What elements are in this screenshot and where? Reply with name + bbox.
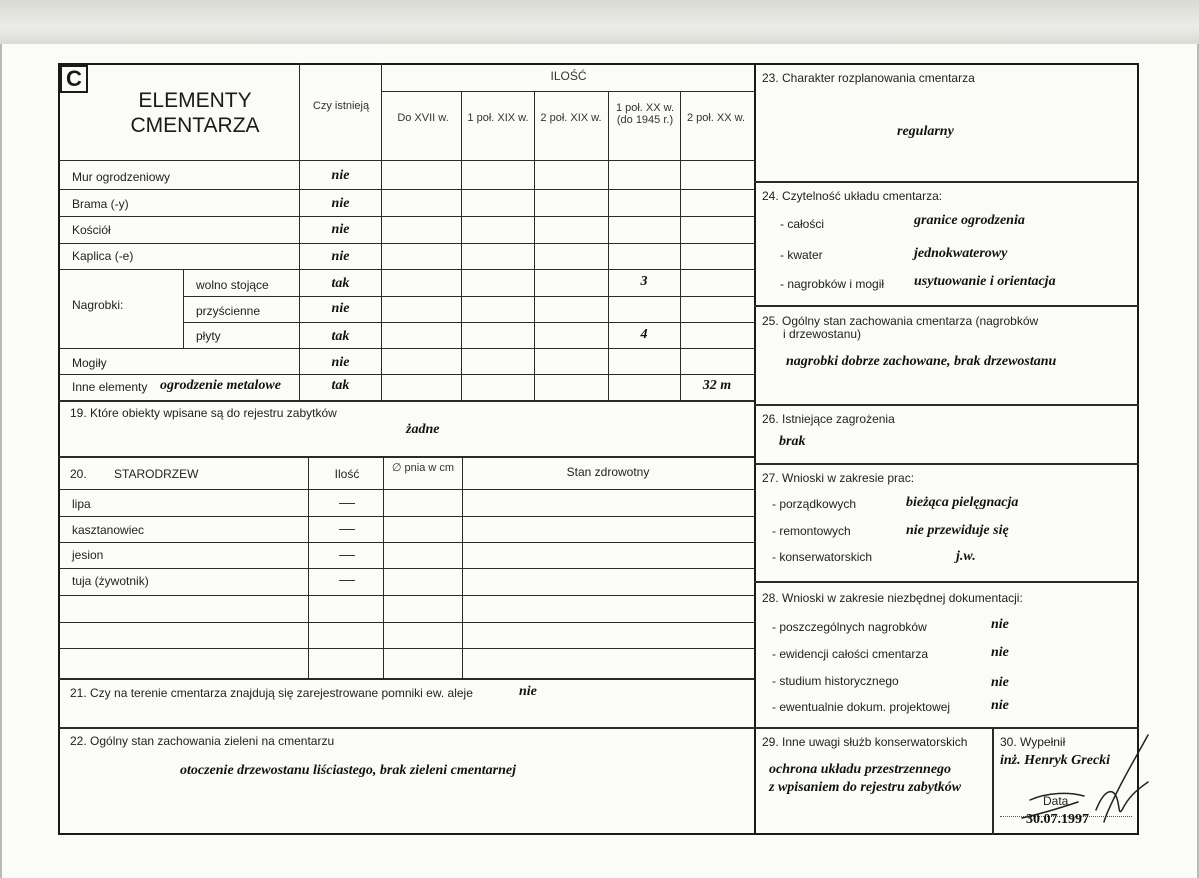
q24-item-label: - nagrobków i mogił xyxy=(780,277,885,291)
q24-label: 24. Czytelność układu cmentarza: xyxy=(762,189,943,203)
q26-answer: brak xyxy=(779,434,806,449)
q27-item-label: - remontowych xyxy=(772,524,851,538)
q30-name: inż. Henryk Grecki xyxy=(1000,753,1111,768)
row-label: Mur ogrodzeniowy xyxy=(72,170,171,184)
q28-item-label: - studium historycznego xyxy=(772,674,899,688)
q28-item-label: - ewentualnie dokum. projektowej xyxy=(772,700,951,714)
exists-answer: nie xyxy=(331,301,350,316)
q23-label: 23. Charakter rozplanowania cmentarza xyxy=(762,71,975,85)
q20-title: STARODRZEW xyxy=(114,467,199,481)
q21-label: 21. Czy na terenie cmentarza znajdują się zarejestrowane pomniki ew. aleje xyxy=(70,686,473,700)
elements-title-line2: CMENTARZA xyxy=(130,114,260,137)
quantity-value: 4 xyxy=(640,327,648,342)
exists-answer: nie xyxy=(331,168,350,183)
empty-dash xyxy=(339,555,355,556)
quantity-value: 32 m xyxy=(702,378,732,393)
q28-label: 28. Wnioski w zakresie niezbędnej dokumentacji: xyxy=(762,591,1023,605)
grid-line xyxy=(183,322,756,323)
elements-title xyxy=(105,88,285,138)
q30-label: 30. Wypełnił xyxy=(1000,735,1066,749)
q20-col-health: Stan zdrowotny xyxy=(566,465,650,479)
grid-line xyxy=(381,91,754,92)
exists-answer: nie xyxy=(331,196,350,211)
row-label: Kaplica (-e) xyxy=(72,249,134,263)
row-label: Brama (-y) xyxy=(72,197,129,211)
q22-answer: otoczenie drzewostanu liściastego, brak zieleni cmentarnej xyxy=(180,763,517,778)
grid-line xyxy=(58,542,756,543)
section-divider xyxy=(754,463,1139,465)
q25-label-cont: i drzewostanu) xyxy=(783,327,862,341)
section-divider xyxy=(58,400,756,402)
col-exists-header: Czy istnieją xyxy=(312,100,370,112)
section-divider xyxy=(754,305,1139,307)
section-divider xyxy=(58,678,756,680)
grid-line xyxy=(58,595,756,596)
section-divider xyxy=(754,727,1139,729)
period-header: 1 poł. XIX w. xyxy=(467,112,529,124)
q20-number: 20. xyxy=(70,467,87,481)
grid-line xyxy=(58,348,756,349)
grid-line xyxy=(680,91,681,400)
elements-title-line1: ELEMENTY xyxy=(138,89,252,112)
exists-answer: tak xyxy=(331,276,350,291)
period-header: 1 poł. XX w. (do 1945 r.) xyxy=(615,102,675,126)
tree-name: tuja (żywotnik) xyxy=(72,574,149,588)
q24-item-answer: jednokwaterowy xyxy=(914,246,1008,261)
q24-item-answer: granice ogrodzenia xyxy=(914,213,1025,228)
grid-line xyxy=(58,269,756,270)
grid-line xyxy=(534,91,535,400)
grid-line xyxy=(381,63,382,400)
empty-dash xyxy=(339,580,355,581)
grid-line xyxy=(58,160,756,161)
section-divider xyxy=(58,727,756,729)
right-panel-frame xyxy=(754,63,1139,835)
quantity-value: 3 xyxy=(640,274,648,289)
q28-item-answer: nie xyxy=(991,698,1009,713)
grid-line xyxy=(58,489,756,490)
tree-name: lipa xyxy=(72,497,91,511)
grid-line xyxy=(58,648,756,649)
exists-answer: nie xyxy=(331,249,350,264)
row-label: Kościół xyxy=(72,223,111,237)
grid-line xyxy=(58,516,756,517)
section-letter: C xyxy=(60,65,88,93)
group-label-nagrobki: Nagrobki: xyxy=(72,298,124,312)
grid-line xyxy=(58,374,756,375)
q29-answer-line2: z wpisaniem do rejestru zabytków xyxy=(769,780,962,795)
exists-answer: nie xyxy=(331,355,350,370)
q25-answer: nagrobki dobrze zachowane, brak drzewostanu xyxy=(786,354,1057,369)
q24-item-answer: usytuowanie i orientacja xyxy=(914,274,1056,289)
exists-answer: tak xyxy=(331,329,350,344)
section-divider xyxy=(754,181,1139,183)
q28-item-label: - ewidencji całości cmentarza xyxy=(772,647,929,661)
tree-name: kasztanowiec xyxy=(72,523,145,537)
q30-date-label: Data xyxy=(1043,794,1069,808)
signature-mark xyxy=(1000,730,1170,830)
q27-label: 27. Wnioski w zakresie prac: xyxy=(762,471,915,485)
q30-date: 30.07.1997 xyxy=(1026,812,1089,827)
row-extra-answer: ogrodzenie metalowe xyxy=(160,378,281,393)
q27-item-label: - konserwatorskich xyxy=(772,550,873,564)
grid-line xyxy=(461,91,462,400)
q24-item-label: - kwater xyxy=(780,248,823,262)
section-divider xyxy=(754,404,1139,406)
q27-item-answer: j.w. xyxy=(956,549,976,564)
grid-line xyxy=(183,296,756,297)
q26-label: 26. Istniejące zagrożenia xyxy=(762,412,895,426)
grid-line xyxy=(58,216,756,217)
grid-line xyxy=(58,568,756,569)
q20-col-qty: Ilość xyxy=(334,467,360,481)
row-label: płyty xyxy=(196,329,221,343)
q19-label: 19. Które obiekty wpisane są do rejestru zabytków xyxy=(70,406,337,420)
tree-name: jesion xyxy=(72,548,104,562)
q28-item-answer: nie xyxy=(991,675,1009,690)
exists-answer: tak xyxy=(331,378,350,393)
grid-line xyxy=(608,91,609,400)
q28-item-label: - poszczególnych nagrobków xyxy=(772,620,927,634)
q22-label: 22. Ogólny stan zachowania zieleni na cmentarzu xyxy=(70,734,335,748)
period-header: Do XVII w. xyxy=(397,112,449,124)
row-label: przyścienne xyxy=(196,304,261,318)
q27-item-answer: nie przewiduje się xyxy=(906,523,1009,538)
section-divider xyxy=(754,581,1139,583)
grid-line xyxy=(183,269,184,348)
q29-answer-line1: ochrona układu przestrzennego xyxy=(769,762,952,777)
q20-col-diameter: ∅ pnia w cm xyxy=(391,462,455,474)
grid-line xyxy=(58,243,756,244)
row-label: Mogiły xyxy=(72,356,107,370)
empty-dash xyxy=(339,503,355,504)
row-label: Inne elementy xyxy=(72,380,148,394)
q23-answer: regularny xyxy=(897,124,954,139)
section-divider xyxy=(58,456,756,458)
q27-item-label: - porządkowych xyxy=(772,497,857,511)
exists-answer: nie xyxy=(331,222,350,237)
empty-dash xyxy=(339,529,355,530)
q25-label: 25. Ogólny stan zachowania cmentarza (nagrobków xyxy=(762,314,1039,328)
q28-item-answer: nie xyxy=(991,617,1009,632)
q27-item-answer: bieżąca pielęgnacja xyxy=(906,495,1019,510)
q28-item-answer: nie xyxy=(991,645,1009,660)
q19-answer: żadne xyxy=(406,422,440,437)
period-header: 2 poł. XIX w. xyxy=(540,112,602,124)
q29-label: 29. Inne uwagi służb konserwatorskich xyxy=(762,735,968,749)
grid-line xyxy=(992,727,994,835)
grid-line xyxy=(58,189,756,190)
q24-item-label: - całości xyxy=(780,217,825,231)
q21-answer: nie xyxy=(519,684,537,699)
period-header: 2 poł. XX w. xyxy=(686,112,746,124)
scan-top-strip xyxy=(0,0,1199,44)
col-quantity-header: ILOŚĆ xyxy=(550,69,587,83)
row-label: wolno stojące xyxy=(196,278,269,292)
grid-line xyxy=(58,622,756,623)
